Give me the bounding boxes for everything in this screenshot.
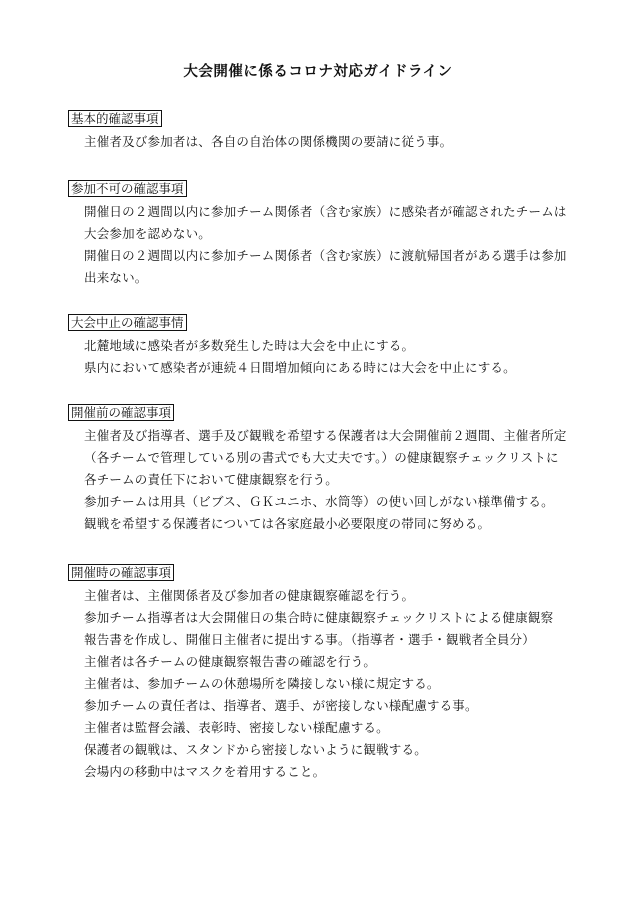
section-body: [68, 335, 578, 379]
section-heading: 開催前の確認事項: [68, 404, 174, 421]
section-line: 保護者の観戦は、スタンドから密接しないように観戦する。: [84, 742, 427, 757]
section-line: 主催者及び指導者、選手及び観戦を希望する保護者は大会開催前２週間、主催者所定: [84, 428, 567, 443]
section-heading: 大会中止の確認事情: [68, 314, 187, 331]
section-line: 参加チームの責任者は、指導者、選手、が密接しない様配慮する事。: [84, 698, 478, 713]
section-body: [68, 425, 578, 535]
section-body: [68, 131, 578, 153]
section-line: 主催者及び参加者は、各自の自治体の関係機関の要請に従う事。: [84, 134, 453, 149]
section-line: 観戦を希望する保護者については各家庭最小必要限度の帯同に努める。: [84, 516, 491, 531]
section-line: 会場内の移動中はマスクを着用すること。: [84, 764, 326, 779]
section-line: 出来ない。: [84, 270, 148, 285]
section-heading: 参加不可の確認事項: [68, 180, 187, 197]
section-line: 各チームの責任下において健康観察を行う。: [84, 472, 339, 487]
section-line: 開催日の２週間以内に参加チーム関係者（含む家族）に渡航帰国者がある選手は参加: [84, 248, 567, 263]
section-line: 主催者は、主催関係者及び参加者の健康観察確認を行う。: [84, 588, 415, 603]
document-title: 大会開催に係るコロナ対応ガイドライン: [183, 64, 453, 80]
section-line: 主催者は各チームの健康観察報告書の確認を行う。: [84, 654, 377, 669]
section-pre-event-checks: [68, 402, 578, 535]
section-basic-checks: [68, 108, 578, 153]
section-body: [68, 201, 578, 289]
section-cancellation-checks: [68, 312, 578, 379]
section-line: 大会参加を認めない。: [84, 226, 212, 241]
section-line: 参加チームは用具（ビブス、ＧＫユニホ、水筒等）の使い回しがない様準備する。: [84, 494, 554, 509]
section-line: 報告書を作成し、開催日主催者に提出する事。（指導者・選手・観戦者全員分）: [84, 632, 535, 647]
section-line: 北麓地域に感染者が多数発生した時は大会を中止にする。: [84, 338, 415, 353]
section-line: 開催日の２週間以内に参加チーム関係者（含む家族）に感染者が確認されたチームは: [84, 204, 567, 219]
section-line: （各チームで管理している別の書式でも大丈夫です。）の健康観察チェックリストに: [84, 450, 559, 465]
section-line: 主催者は、参加チームの休憩場所を隣接しない様に規定する。: [84, 676, 440, 691]
section-event-day-checks: [68, 562, 578, 783]
section-heading: 基本的確認事項: [68, 110, 162, 127]
section-line: 参加チーム指導者は大会開催日の集合時に健康観察チェックリストによる健康観察: [84, 610, 554, 625]
section-heading: 開催時の確認事項: [68, 564, 174, 581]
section-line: 主催者は監督会議、表彰時、密接しない様配慮する。: [84, 720, 389, 735]
section-body: [68, 585, 578, 783]
section-line: 県内において感染者が連続４日間増加傾向にある時には大会を中止にする。: [84, 360, 516, 375]
section-ineligible-checks: [68, 178, 578, 289]
